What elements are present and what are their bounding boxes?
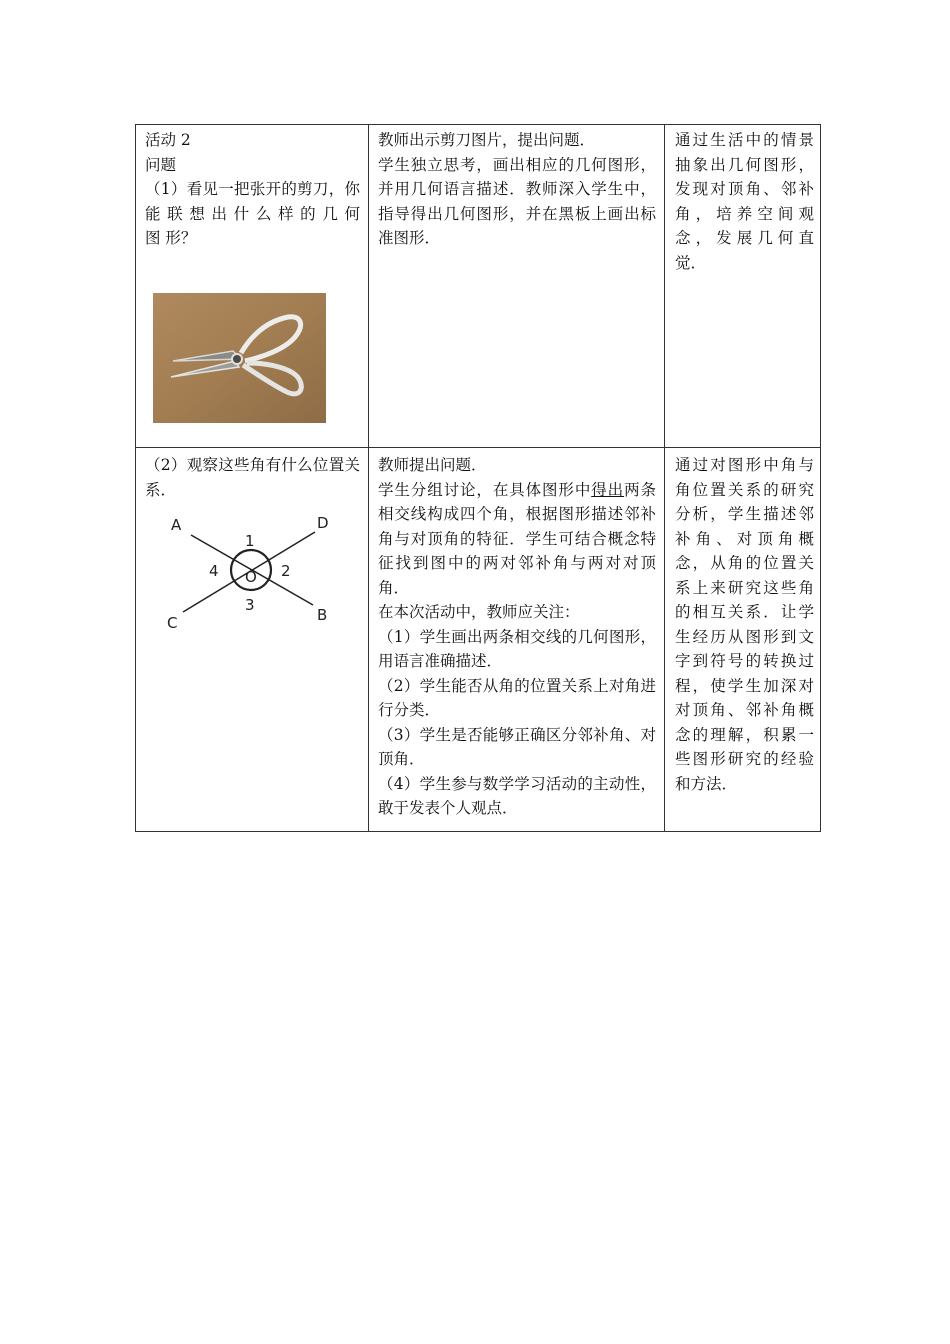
table-row [136,448,821,832]
activity-cell [136,125,369,448]
point-b-label: B [317,606,328,624]
table-row [136,125,821,448]
teacher-line-2-part-b: 两条相交线构成四个角，根据图形描述邻补角与对顶角的特征．学生可结合概念特征找到图中的两对邻补角与两对对顶角． [378,480,656,597]
point-o-label: O [245,568,257,586]
point-c-label: C [167,614,178,632]
teacher-line-2: 学生独立思考，画出相应的几何图形，并用几何语言描述．教师深入学生中，指导得出几何图形，并在黑板上画出标准图形． [378,155,656,247]
angle-1-label: 1 [245,532,255,550]
teacher-line-1: 教师出示剪刀图片，提出问题． [378,131,596,149]
teacher-line-2-underlined: 得出 [591,480,625,499]
point-a-label: A [171,516,182,534]
activity-cell [136,448,369,832]
teacher-activity-cell [369,125,665,448]
scissors-photo [153,293,326,423]
point-d-label: D [317,514,329,532]
question-1: （1）看见一把张开的剪刀，你能 联 想 出 什 么 样 的 几 何 图 形？ [145,180,360,247]
design-intent-text: 通过生活中的情景抽象出几何图形，发现对顶角、邻补角，培养空间观念，发展几何直觉． [675,131,814,272]
teacher-line-2 [378,478,656,601]
teacher-line-1: 教师提出问题． [378,456,487,474]
design-intent-text: 通过对图形中角与角位置关系的研究分析，学生描述邻补角、对顶角概念，从角的位置关系上来研究这些角的相互关系．让学生经历从图形到文字到符号的转换过程，使学生加深对对顶角、邻补角概念的理解，积累一些图形研究的经验和方法． [675,456,814,793]
teacher-line-3: 在本次活动中，教师应关注： [378,603,580,621]
intersecting-lines-diagram [153,510,333,636]
focus-item-1: （1）学生画出两条相交线的几何图形，用语言准确描述． [378,627,656,670]
angle-2-label: 2 [281,562,291,580]
angle-4-label: 4 [209,562,219,580]
activity-title: 活动 2 [145,131,191,149]
design-intent-cell [665,125,821,448]
focus-item-2: （2）学生能否从角的位置关系上对角进行分类． [378,676,656,719]
teacher-activity-cell [369,448,665,832]
angle-3-label: 3 [245,596,255,614]
question-2: （2）观察这些角有什么位置关系． [145,456,360,499]
design-intent-cell [665,448,821,832]
teacher-line-2-part-a: 学生分组讨论，在具体图形中 [378,480,592,499]
activity-subtitle: 问题 [145,155,177,174]
lesson-table [135,124,821,832]
focus-item-3: （3）学生是否能够正确区分邻补角、对顶角． [378,725,656,768]
focus-item-4: （4）学生参与数学学习活动的主动性，敢于发表个人观点． [378,774,656,817]
